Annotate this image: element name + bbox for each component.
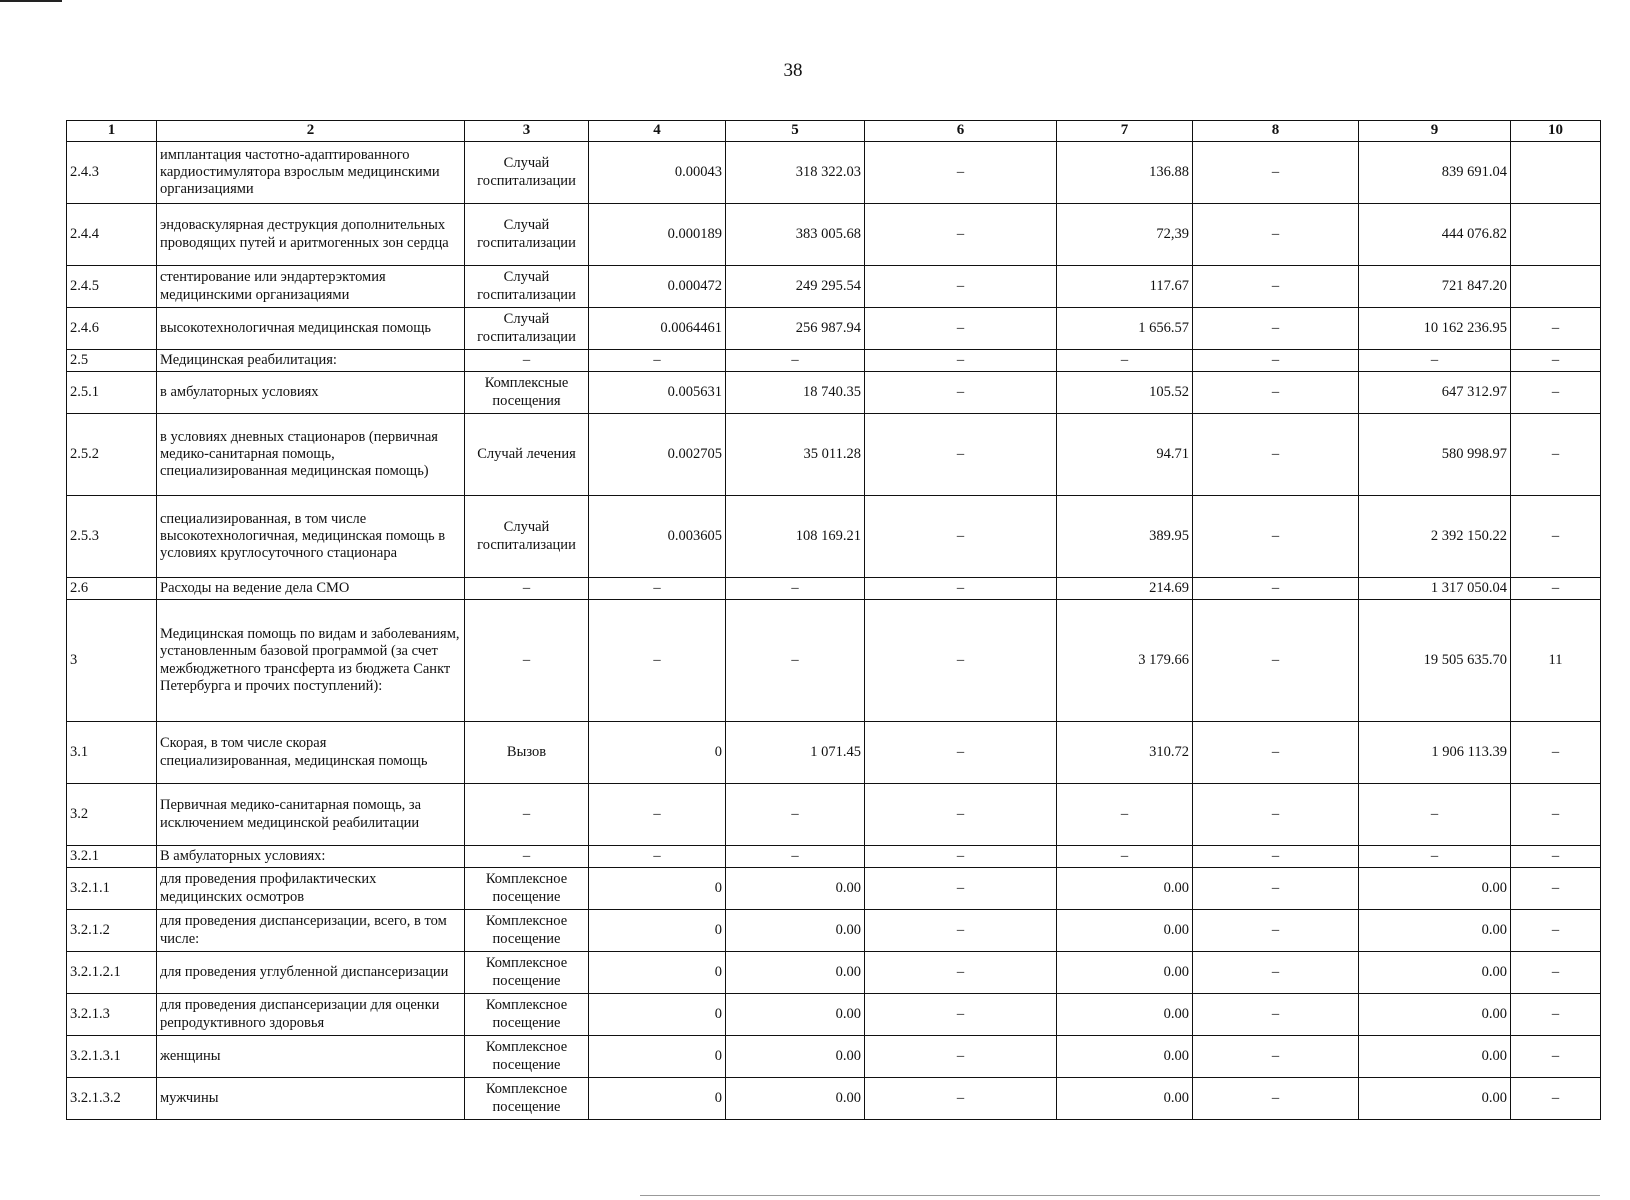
row-code: 2.5: [67, 350, 157, 372]
row-col5: 0.00: [726, 910, 865, 952]
row-col7: 0.00: [1057, 910, 1193, 952]
row-col6: –: [865, 1036, 1057, 1078]
column-header: 9: [1359, 121, 1511, 142]
row-code: 3.2.1: [67, 846, 157, 868]
row-description: Скорая, в том числе скорая специализированная, медицинская помощь: [157, 722, 465, 784]
row-col5: 0.00: [726, 1036, 865, 1078]
row-unit: Комплексное посещение: [465, 910, 589, 952]
row-col10: –: [1511, 952, 1601, 994]
row-col8: –: [1193, 350, 1359, 372]
row-col5: 0.00: [726, 1078, 865, 1120]
row-description: высокотехнологичная медицинская помощь: [157, 308, 465, 350]
row-col8: –: [1193, 266, 1359, 308]
row-unit: Комплексное посещение: [465, 1078, 589, 1120]
row-col4: –: [589, 784, 726, 846]
column-header: 8: [1193, 121, 1359, 142]
row-code: 3.2.1.1: [67, 868, 157, 910]
row-col10: –: [1511, 350, 1601, 372]
row-unit: Случай госпитализации: [465, 496, 589, 578]
row-col7: 1 656.57: [1057, 308, 1193, 350]
row-col8: –: [1193, 142, 1359, 204]
row-code: 2.5.2: [67, 414, 157, 496]
row-description: специализированная, в том числе высокотехнологичная, медицинская помощь в условиях круглосуточного стационара: [157, 496, 465, 578]
row-col6: –: [865, 308, 1057, 350]
row-code: 3: [67, 600, 157, 722]
row-col10: –: [1511, 414, 1601, 496]
row-unit: Случай госпитализации: [465, 142, 589, 204]
row-col8: –: [1193, 496, 1359, 578]
row-col8: –: [1193, 722, 1359, 784]
row-col4: 0: [589, 868, 726, 910]
bottom-rule: [640, 1195, 1600, 1196]
row-col5: –: [726, 578, 865, 600]
row-code: 3.2: [67, 784, 157, 846]
row-col7: 214.69: [1057, 578, 1193, 600]
row-col9: –: [1359, 350, 1511, 372]
table-row: [67, 350, 1601, 372]
row-col9: 1 906 113.39: [1359, 722, 1511, 784]
row-col10: [1511, 266, 1601, 308]
row-col9: 839 691.04: [1359, 142, 1511, 204]
row-col6: –: [865, 846, 1057, 868]
row-unit: Случай госпитализации: [465, 266, 589, 308]
row-code: 2.4.4: [67, 204, 157, 266]
row-col4: 0: [589, 1078, 726, 1120]
row-unit: Комплексное посещение: [465, 868, 589, 910]
row-description: стентирование или эндартерэктомия медицинскими организациями: [157, 266, 465, 308]
row-description: для проведения диспансеризации, всего, в том числе:: [157, 910, 465, 952]
row-col7: 3 179.66: [1057, 600, 1193, 722]
row-col5: 383 005.68: [726, 204, 865, 266]
row-unit: Вызов: [465, 722, 589, 784]
row-col8: –: [1193, 910, 1359, 952]
row-col4: 0.000189: [589, 204, 726, 266]
row-col7: 0.00: [1057, 1078, 1193, 1120]
row-col10: [1511, 142, 1601, 204]
row-col5: –: [726, 350, 865, 372]
row-unit: –: [465, 578, 589, 600]
row-col6: –: [865, 910, 1057, 952]
row-col5: –: [726, 600, 865, 722]
row-col9: 10 162 236.95: [1359, 308, 1511, 350]
row-col4: –: [589, 578, 726, 600]
row-col9: 0.00: [1359, 952, 1511, 994]
row-code: 2.5.3: [67, 496, 157, 578]
row-description: Медицинская реабилитация:: [157, 350, 465, 372]
row-col4: 0.005631: [589, 372, 726, 414]
row-unit: –: [465, 600, 589, 722]
row-code: 3.2.1.2: [67, 910, 157, 952]
row-unit: –: [465, 784, 589, 846]
table-row: [67, 994, 1601, 1036]
row-col8: –: [1193, 372, 1359, 414]
row-code: 3.2.1.2.1: [67, 952, 157, 994]
row-unit: Случай госпитализации: [465, 204, 589, 266]
row-code: 3.2.1.3.1: [67, 1036, 157, 1078]
table-row: [67, 910, 1601, 952]
column-header: 6: [865, 121, 1057, 142]
row-col5: 0.00: [726, 994, 865, 1036]
row-col5: 35 011.28: [726, 414, 865, 496]
row-unit: Случай лечения: [465, 414, 589, 496]
row-col9: 19 505 635.70: [1359, 600, 1511, 722]
row-col10: –: [1511, 308, 1601, 350]
row-col5: 0.00: [726, 868, 865, 910]
table-row: [67, 204, 1601, 266]
table-row: [67, 414, 1601, 496]
row-col6: –: [865, 372, 1057, 414]
row-col10: –: [1511, 496, 1601, 578]
row-col10: –: [1511, 910, 1601, 952]
row-col4: 0: [589, 952, 726, 994]
row-col5: –: [726, 784, 865, 846]
row-col9: –: [1359, 846, 1511, 868]
table-row: [67, 372, 1601, 414]
row-col10: –: [1511, 722, 1601, 784]
row-col5: 1 071.45: [726, 722, 865, 784]
row-col9: 2 392 150.22: [1359, 496, 1511, 578]
row-description: В амбулаторных условиях:: [157, 846, 465, 868]
row-col7: 136.88: [1057, 142, 1193, 204]
row-description: Первичная медико-санитарная помощь, за исключением медицинской реабилитации: [157, 784, 465, 846]
row-col4: 0.000472: [589, 266, 726, 308]
row-description: для проведения углубленной диспансеризации: [157, 952, 465, 994]
row-col7: 389.95: [1057, 496, 1193, 578]
row-unit: Комплексные посещения: [465, 372, 589, 414]
row-col6: –: [865, 350, 1057, 372]
row-col8: –: [1193, 204, 1359, 266]
table-row: [67, 1078, 1601, 1120]
row-unit: –: [465, 350, 589, 372]
row-col10: –: [1511, 578, 1601, 600]
row-col7: 0.00: [1057, 868, 1193, 910]
row-col10: –: [1511, 868, 1601, 910]
row-col4: 0.0064461: [589, 308, 726, 350]
row-col4: 0.002705: [589, 414, 726, 496]
row-col8: –: [1193, 600, 1359, 722]
table-row: [67, 496, 1601, 578]
row-col8: –: [1193, 1078, 1359, 1120]
row-description: имплантация частотно-адаптированного кардиостимулятора взрослым медицинскими организациями: [157, 142, 465, 204]
row-unit: Комплексное посещение: [465, 994, 589, 1036]
row-code: 2.4.6: [67, 308, 157, 350]
table-row: [67, 578, 1601, 600]
row-col9: 0.00: [1359, 1036, 1511, 1078]
row-col6: –: [865, 496, 1057, 578]
row-col9: 0.00: [1359, 1078, 1511, 1120]
row-col7: 310.72: [1057, 722, 1193, 784]
row-col4: 0: [589, 994, 726, 1036]
row-col9: 1 317 050.04: [1359, 578, 1511, 600]
row-code: 2.5.1: [67, 372, 157, 414]
row-col4: 0: [589, 1036, 726, 1078]
row-col7: 0.00: [1057, 952, 1193, 994]
row-col10: –: [1511, 846, 1601, 868]
header-row: [67, 121, 1601, 142]
table-row: [67, 784, 1601, 846]
row-col8: –: [1193, 784, 1359, 846]
column-header: 4: [589, 121, 726, 142]
row-col7: –: [1057, 784, 1193, 846]
row-col8: –: [1193, 1036, 1359, 1078]
row-code: 3.1: [67, 722, 157, 784]
row-description: женщины: [157, 1036, 465, 1078]
row-col9: 647 312.97: [1359, 372, 1511, 414]
row-col10: –: [1511, 784, 1601, 846]
row-code: 3.2.1.3: [67, 994, 157, 1036]
row-description: эндоваскулярная деструкция дополнительных проводящих путей и аритмогенных зон сердца: [157, 204, 465, 266]
row-col10: –: [1511, 1036, 1601, 1078]
row-col5: 318 322.03: [726, 142, 865, 204]
row-col4: –: [589, 600, 726, 722]
page-number: 38: [783, 60, 803, 81]
row-unit: –: [465, 846, 589, 868]
row-col9: –: [1359, 784, 1511, 846]
table-row: [67, 308, 1601, 350]
row-col8: –: [1193, 868, 1359, 910]
row-col5: 256 987.94: [726, 308, 865, 350]
row-description: в амбулаторных условиях: [157, 372, 465, 414]
table-row: [67, 952, 1601, 994]
row-col4: –: [589, 846, 726, 868]
table-row: [67, 600, 1601, 722]
row-col7: –: [1057, 350, 1193, 372]
row-col5: 18 740.35: [726, 372, 865, 414]
row-code: 2.4.5: [67, 266, 157, 308]
row-col8: –: [1193, 994, 1359, 1036]
row-col6: –: [865, 414, 1057, 496]
row-description: для проведения профилактических медицинских осмотров: [157, 868, 465, 910]
row-description: Медицинская помощь по видам и заболеваниям, установленным базовой программой (за счет межбюджетного трансферта из бюджета Санкт Петербурга и прочих поступлений):: [157, 600, 465, 722]
table-row: [67, 722, 1601, 784]
column-header: 7: [1057, 121, 1193, 142]
row-col8: –: [1193, 952, 1359, 994]
column-header: 3: [465, 121, 589, 142]
row-col6: –: [865, 784, 1057, 846]
row-col8: –: [1193, 578, 1359, 600]
row-col4: 0: [589, 910, 726, 952]
row-col7: 72,39: [1057, 204, 1193, 266]
row-code: 2.6: [67, 578, 157, 600]
table-row: [67, 868, 1601, 910]
row-col8: –: [1193, 846, 1359, 868]
row-description: мужчины: [157, 1078, 465, 1120]
column-header: 2: [157, 121, 465, 142]
table-row: [67, 266, 1601, 308]
row-unit: Комплексное посещение: [465, 1036, 589, 1078]
row-col5: 249 295.54: [726, 266, 865, 308]
row-unit: Комплексное посещение: [465, 952, 589, 994]
row-col6: –: [865, 868, 1057, 910]
row-col7: 94.71: [1057, 414, 1193, 496]
row-col7: 0.00: [1057, 1036, 1193, 1078]
row-col5: 108 169.21: [726, 496, 865, 578]
row-col10: –: [1511, 994, 1601, 1036]
row-col6: –: [865, 1078, 1057, 1120]
row-col6: –: [865, 142, 1057, 204]
row-col4: 0.00043: [589, 142, 726, 204]
row-col5: –: [726, 846, 865, 868]
column-header: 10: [1511, 121, 1601, 142]
row-col9: 721 847.20: [1359, 266, 1511, 308]
row-description: в условиях дневных стационаров (первичная медико-санитарная помощь, специализированная медицинская помощь): [157, 414, 465, 496]
row-code: 2.4.3: [67, 142, 157, 204]
row-col6: –: [865, 994, 1057, 1036]
row-col7: 0.00: [1057, 994, 1193, 1036]
row-col4: 0: [589, 722, 726, 784]
row-col6: –: [865, 952, 1057, 994]
table-row: [67, 846, 1601, 868]
row-col6: –: [865, 722, 1057, 784]
row-col9: 444 076.82: [1359, 204, 1511, 266]
row-col7: 105.52: [1057, 372, 1193, 414]
row-col4: –: [589, 350, 726, 372]
row-col10: –: [1511, 372, 1601, 414]
row-col9: 0.00: [1359, 994, 1511, 1036]
row-col10: [1511, 204, 1601, 266]
row-description: Расходы на ведение дела СМО: [157, 578, 465, 600]
row-col10: 11: [1511, 600, 1601, 722]
table-row: [67, 1036, 1601, 1078]
row-col6: –: [865, 266, 1057, 308]
column-header: 1: [67, 121, 157, 142]
data-table: [66, 120, 1601, 1120]
row-col6: –: [865, 578, 1057, 600]
row-description: для проведения диспансеризации для оценки репродуктивного здоровья: [157, 994, 465, 1036]
row-col7: –: [1057, 846, 1193, 868]
row-col6: –: [865, 204, 1057, 266]
row-col4: 0.003605: [589, 496, 726, 578]
row-col10: –: [1511, 1078, 1601, 1120]
corner-line: [0, 0, 62, 2]
table-row: [67, 142, 1601, 204]
column-header: 5: [726, 121, 865, 142]
row-col6: –: [865, 600, 1057, 722]
row-col7: 117.67: [1057, 266, 1193, 308]
row-col9: 580 998.97: [1359, 414, 1511, 496]
row-unit: Случай госпитализации: [465, 308, 589, 350]
row-code: 3.2.1.3.2: [67, 1078, 157, 1120]
row-col5: 0.00: [726, 952, 865, 994]
row-col9: 0.00: [1359, 868, 1511, 910]
row-col9: 0.00: [1359, 910, 1511, 952]
row-col8: –: [1193, 308, 1359, 350]
row-col8: –: [1193, 414, 1359, 496]
